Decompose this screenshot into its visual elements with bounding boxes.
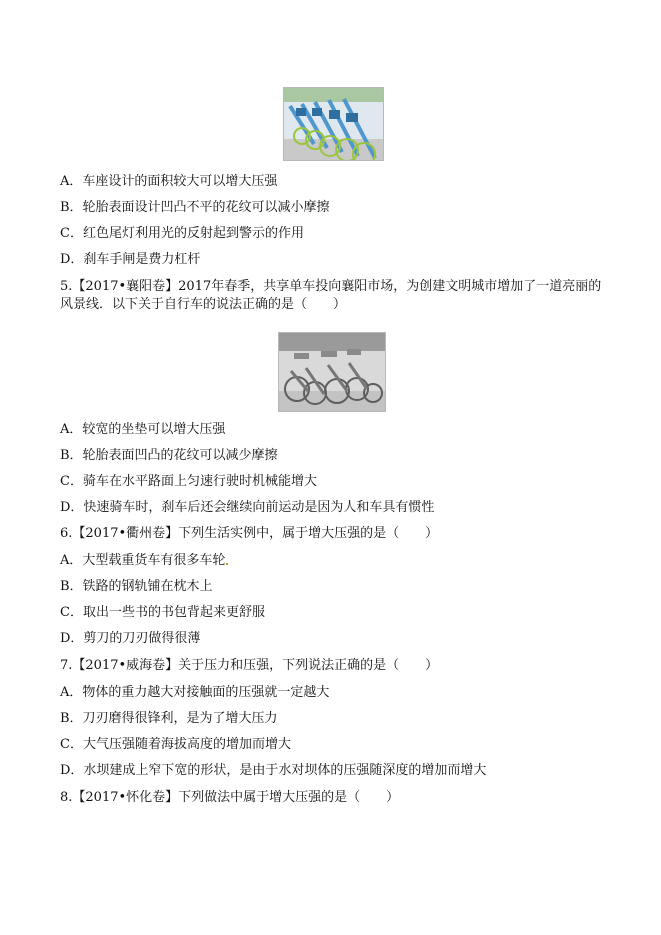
small-yellow-mark bbox=[226, 563, 228, 565]
q7-option-a: A．物体的重力越大对接触面的压强就一定越大 bbox=[60, 685, 330, 700]
q7-option-c: C．大气压强随着海拔高度的增加而增大 bbox=[60, 737, 291, 752]
q5-option-a: A．较宽的坐垫可以增大压强 bbox=[60, 422, 226, 437]
q4-option-d: D．刹车手闸是费力杠杆 bbox=[60, 252, 201, 267]
q7-option-d: D．水坝建成上窄下宽的形状，是由于水对坝体的压强随深度的增加而增大 bbox=[60, 763, 487, 778]
q6-option-a: A．大型载重货车有很多车轮 bbox=[60, 553, 226, 568]
q6-option-d: D．剪刀的刀刃做得很薄 bbox=[60, 631, 201, 646]
q4-option-a: A．车座设计的面积较大可以增大压强 bbox=[60, 174, 278, 189]
q6-option-c: C．取出一些书的书包背起来更舒服 bbox=[60, 605, 265, 620]
q6-stem: 6.【2017•衢州卷】下列生活实例中，属于增大压强的是（ ） bbox=[60, 526, 439, 541]
bike-sharing-photo-grayscale bbox=[278, 332, 386, 412]
q5-option-d: D．快速骑车时，刹车后还会继续向前运动是因为人和车具有惯性 bbox=[60, 500, 435, 515]
q7-stem: 7.【2017•威海卷】关于压力和压强，下列说法正确的是（ ） bbox=[60, 658, 439, 673]
bike-sharing-grayscale-illustration bbox=[279, 333, 385, 411]
q6-option-b: B．铁路的钢轨铺在枕木上 bbox=[60, 579, 213, 594]
q4-option-b: B．轮胎表面设计凹凸不平的花纹可以减小摩擦 bbox=[60, 200, 330, 215]
q7-option-b: B．刀刃磨得很锋利，是为了增大压力 bbox=[60, 711, 278, 726]
q5-option-b: B．轮胎表面凹凸的花纹可以减少摩擦 bbox=[60, 448, 278, 463]
bike-sharing-illustration bbox=[284, 88, 383, 160]
q8-stem: 8.【2017•怀化卷】下列做法中属于增大压强的是（ ） bbox=[60, 790, 400, 805]
q5-option-c: C．骑车在水平路面上匀速行驶时机械能增大 bbox=[60, 474, 317, 489]
q4-option-c: C．红色尾灯利用光的反射起到警示的作用 bbox=[60, 226, 304, 241]
bike-sharing-photo-color bbox=[283, 87, 384, 161]
q5-stem: 5.【2017•襄阳卷】2017年春季，共享单车投向襄阳市场，为创建文明城市增加了一道亮丽的风景线．以下关于自行车的说法正确的是（ ） bbox=[60, 279, 602, 312]
